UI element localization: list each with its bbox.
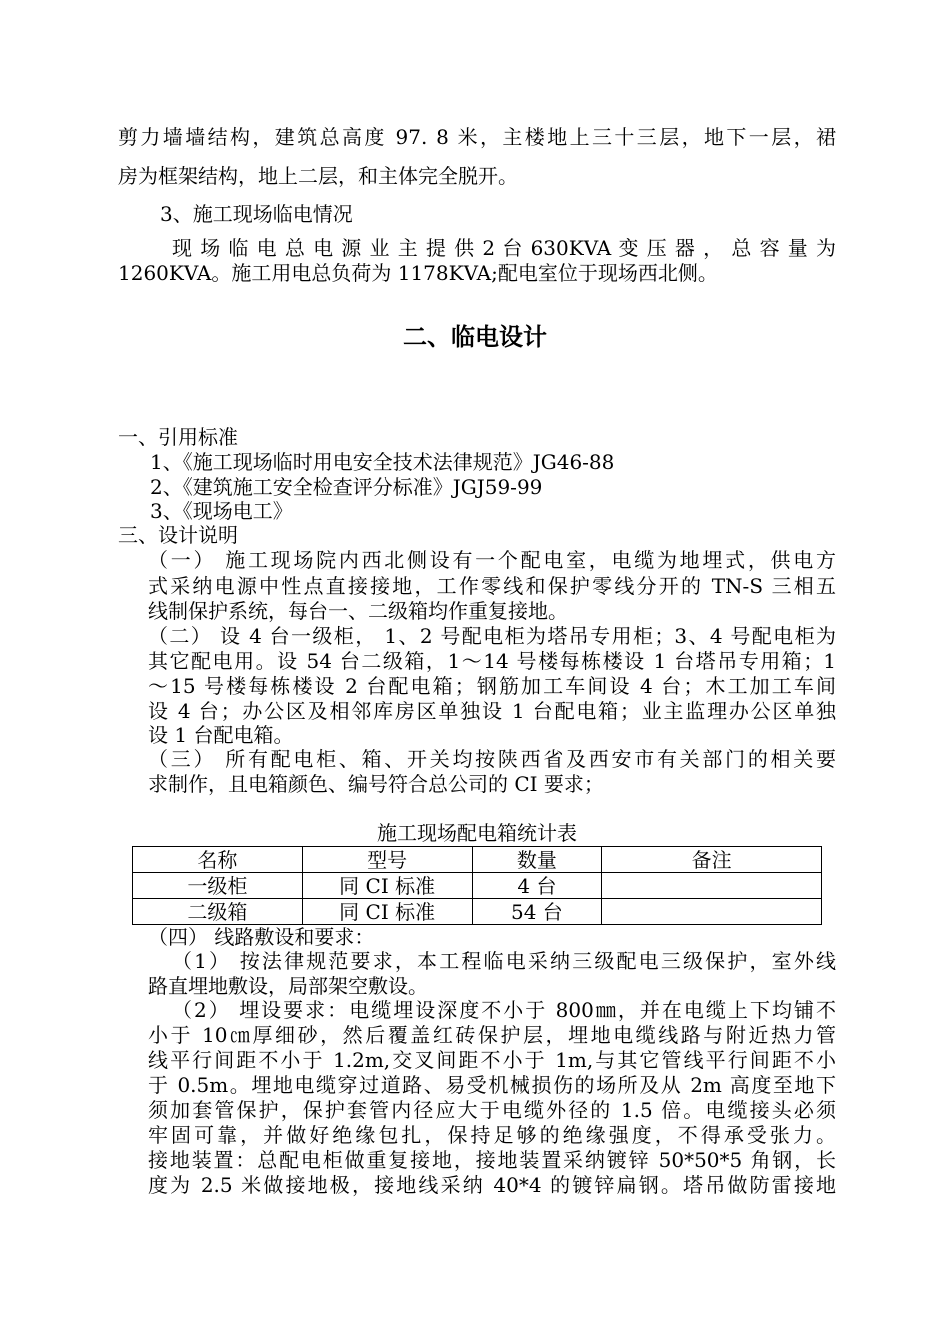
wiring-p2-line: 须加套管保护，保护套管内径应大于电缆外径的 1.5 倍。电缆接头必须 [148,1098,836,1122]
standards-item: 3、《现场电工》 [150,499,293,523]
header-remarks: 备注 [602,847,822,873]
cell-name: 二级箱 [133,899,303,925]
header-name: 名称 [133,847,303,873]
table-header-row [133,847,822,873]
cell-remarks [602,873,822,899]
header-quantity: 数量 [472,847,602,873]
subsection-heading-3: 3、施工现场临电情况 [160,202,353,226]
cell-quantity: 54 台 [472,899,602,925]
design-p2-line: （二） 设 4 台一级柜， 1、2 号配电柜为塔吊专用柜；3、4 号配电柜为 [148,624,836,648]
intro-line-2: 房为框架结构，地上二层，和主体完全脱开。 [118,164,518,188]
design-heading: 三、设计说明 [118,523,238,547]
design-p3-line: 求制作，且电箱颜色、编号符合总公司的 CI 要求； [148,772,604,796]
standards-item: 2、《建筑施工安全检查评分标准》JGJ59-99 [150,475,543,499]
intro-line-1: 剪力墙墙结构，建筑总高度 97. 8 米，主楼地上三十三层，地下一层，裙 [118,125,836,149]
design-p2-line: 设 1 台配电箱。 [148,723,294,747]
design-p2-line: 设 4 台；办公区及相邻库房区单独设 1 台配电箱；业主监理办公区单独 [148,699,836,723]
table-caption: 施工现场配电箱统计表 [377,821,577,845]
wiring-p2-line: 线平行间距不小于 1.2m,交叉间距不小于 1m,与其它管线平行间距不小 [148,1048,836,1072]
intro-line-5: 1260KVA。施工用电总负荷为 1178KVA;配电室位于现场西北侧。 [118,261,718,285]
wiring-p2-line: （2） 埋设要求：电缆埋设深度不小于 800㎜，并在电缆上下均铺不 [172,998,836,1022]
cell-name: 一级柜 [133,873,303,899]
wiring-p2-line: 小于 10㎝厚细砂，然后覆盖红砖保护层，埋地电缆线路与附近热力管 [148,1023,836,1047]
wiring-p1-line: 路直埋地敷设，局部架空敷设。 [148,974,428,998]
cell-quantity: 4 台 [472,873,602,899]
table-row [133,873,822,899]
wiring-p2-line: 度为 2.5 米做接地极，接地线采纳 40*4 的镀锌扁钢。塔吊做防雷接地 [148,1173,836,1197]
intro-line-4: 现 场 临 电 总 电 源 业 主 提 供 2 台 630KVA 变 压 器 ， 总 容 量 为 [172,236,836,260]
design-p2-line: 其它配电用。设 54 台二级箱，1～14 号楼每栋楼设 1 台塔吊专用箱；1 [148,649,836,673]
table-row [133,899,822,925]
cell-model: 同 CI 标准 [302,899,472,925]
wiring-p1-line: （1） 按法律规范要求，本工程临电采纳三级配电三级保护，室外线 [172,949,836,973]
design-p3-line: （三） 所有配电柜、箱、开关均按陕西省及西安市有关部门的相关要 [148,747,836,771]
cell-remarks [602,899,822,925]
section-title: 二、临电设计 [403,323,547,351]
header-model: 型号 [302,847,472,873]
wiring-p2-line: 牢固可靠，并做好绝缘包扎，保持足够的绝缘强度，不得承受张力。 [148,1123,836,1147]
standards-heading: 一、引用标准 [118,425,238,449]
cell-model: 同 CI 标准 [302,873,472,899]
wiring-p2-line: 于 0.5m。埋地电缆穿过道路、易受机械损伤的场所及从 2m 高度至地下 [148,1073,836,1097]
wiring-heading: （四） 线路敷设和要求： [148,925,375,949]
design-p1-line: 线制保护系统，每台一、二级箱均作重复接地。 [148,599,568,623]
design-p1-line: （一） 施工现场院内西北侧设有一个配电室，电缆为地埋式，供电方 [148,548,836,572]
standards-item: 1、《施工现场临时用电安全技术法律规范》JG46-88 [150,450,615,474]
wiring-p2-line: 接地装置：总配电柜做重复接地，接地装置采纳镀锌 50*50*5 角钢，长 [148,1148,836,1172]
design-p2-line: ～15 号楼每栋楼设 2 台配电箱；钢筋加工车间设 4 台；木工加工车间 [148,674,836,698]
distribution-box-table [132,846,822,925]
design-p1-line: 式采纳电源中性点直接接地，工作零线和保护零线分开的 TN-S 三相五 [148,574,836,598]
